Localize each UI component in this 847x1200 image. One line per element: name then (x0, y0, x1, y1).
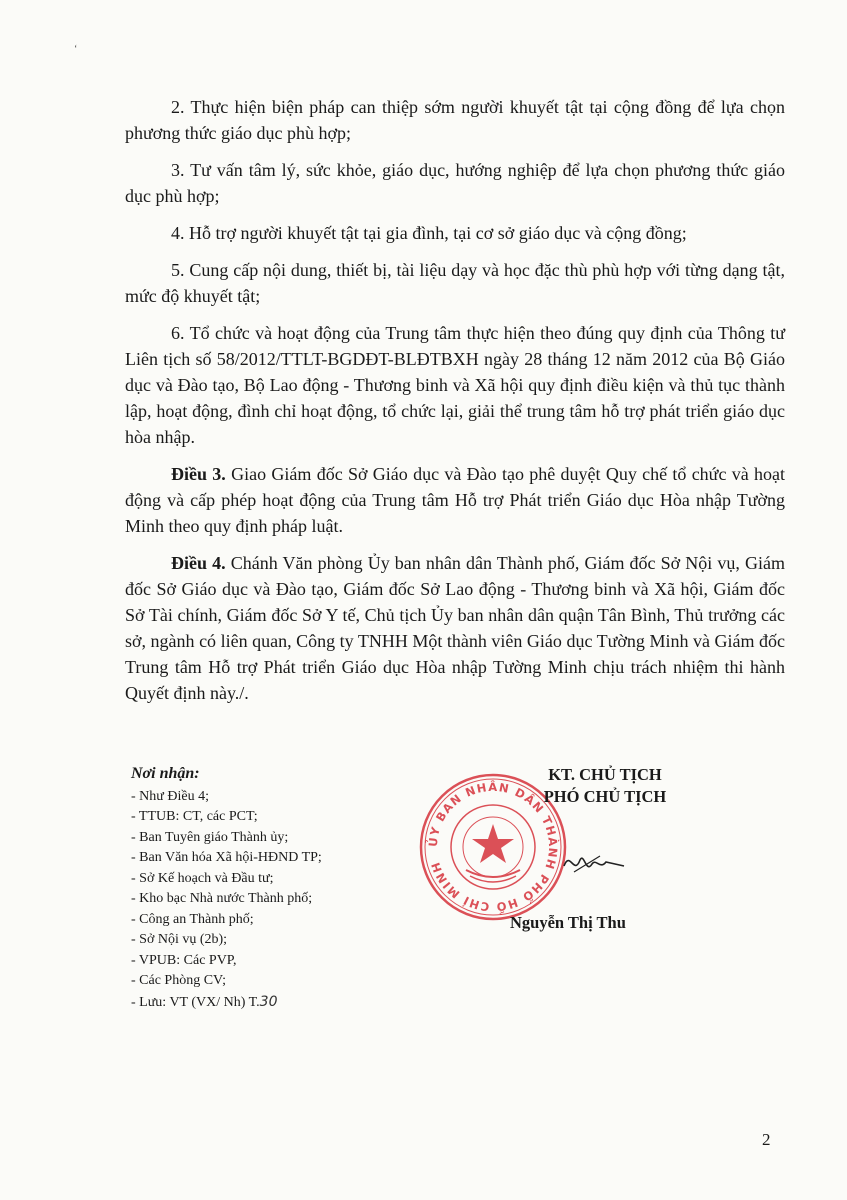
signature-title-2: PHÓ CHỦ TỊCH (543, 787, 667, 806)
page-number: 2 (762, 1130, 771, 1149)
signature-title-1: KT. CHỦ TỊCH (548, 765, 662, 784)
recipient-item: - Như Điều 4; (131, 788, 209, 804)
list-item: 2. Thực hiện biện pháp can thiệp sớm người khuyết tật tại cộng đồng để lựa chọn phương thức giáo dục phù hợp; (125, 97, 785, 143)
recipients-list (131, 787, 451, 1014)
recipients-block (131, 764, 451, 1013)
article-4-label: Điều 4. (171, 553, 226, 573)
article-4 (125, 550, 785, 706)
article-3 (125, 461, 785, 539)
handwritten-count: 30 (259, 993, 278, 1010)
list-item: 3. Tư vấn tâm lý, sức khỏe, giáo dục, hướng nghiệp để lựa chọn phương thức giáo dục phù hợp; (125, 160, 785, 206)
signer-name: Nguyễn Thị Thu (510, 913, 626, 932)
seal-text: ỦY BAN NHÂN DÂN THÀNH PHỐ HỒ CHÍ MINH (425, 779, 561, 915)
recipient-item: - VPUB: Các PVP, (131, 952, 237, 968)
recipient-item: - Sở Nội vụ (2b); (131, 932, 228, 947)
article-4-text: Chánh Văn phòng Ủy ban nhân dân Thành phố, Giám đốc Sở Nội vụ, Giám đốc Sở Giáo dục và Đào tạo, Giám đốc Sở Lao động - Thương binh và Xã hội, Giám đốc Sở Tài chính, Giám đốc Sở Y tế, Chủ tịch Ủy ban nhân dân quận Tân Bình, Thủ trưởng các sở, ngành có liên quan, Công ty TNHH Một thành viên Giáo dục Tường Minh và Giám đốc Trung tâm Hỗ trợ Phát triển Giáo dục Hòa nhập Tường Minh chịu trách nhiệm thi hành Quyết định này./. (125, 553, 785, 703)
list-item: 5. Cung cấp nội dung, thiết bị, tài liệu dạy và học đặc thù phù hợp với từng dạng tật, mức độ khuyết tật; (125, 260, 785, 306)
recipient-item: - Sở Kế hoạch và Đầu tư; (131, 870, 274, 886)
scan-mark: ‘ (74, 44, 78, 55)
recipient-item: - Công an Thành phố; (131, 911, 254, 927)
recipient-item: - Các Phòng CV; (131, 973, 227, 988)
article-3-text: Giao Giám đốc Sở Giáo dục và Đào tạo phê duyệt Quy chế tổ chức và hoạt động và cấp phép hoạt động của Trung tâm Hỗ trợ Phát triển Giáo dục Hòa nhập Tường Minh theo quy định pháp luật. (125, 464, 786, 536)
article-3-label: Điều 3. (171, 464, 226, 484)
document-body (125, 94, 785, 717)
recipient-item: - Ban Văn hóa Xã hội-HĐND TP; (131, 850, 322, 865)
recipient-item: - Kho bạc Nhà nước Thành phố; (131, 891, 313, 906)
signature-scrawl-icon (560, 848, 630, 878)
recipient-item: - Ban Tuyên giáo Thành ủy; (131, 829, 289, 845)
recipients-heading: Nơi nhận: (131, 765, 200, 782)
recipient-item-archive: - Lưu: VT (VX/ Nh) T.30 (131, 993, 278, 1010)
list-item: 4. Hỗ trợ người khuyết tật tại gia đình, tại cơ sở giáo dục và cộng đồng; (171, 223, 687, 243)
recipient-item: - TTUB: CT, các PCT; (131, 809, 258, 824)
signature-block (470, 764, 740, 808)
list-item: 6. Tổ chức và hoạt động của Trung tâm thực hiện theo đúng quy định của Thông tư Liên tịch số 58/2012/TTLT-BGDĐT-BLĐTBXH ngày 28 tháng 12 năm 2012 của Bộ Giáo dục và Đào tạo, Bộ Lao động - Thương binh và Xã hội quy định điều kiện và thủ tục thành lập, hoạt động, đình chỉ hoạt động, tổ chức lại, giải thể trung tâm hỗ trợ phát triển giáo dục hòa nhập. (125, 323, 785, 447)
